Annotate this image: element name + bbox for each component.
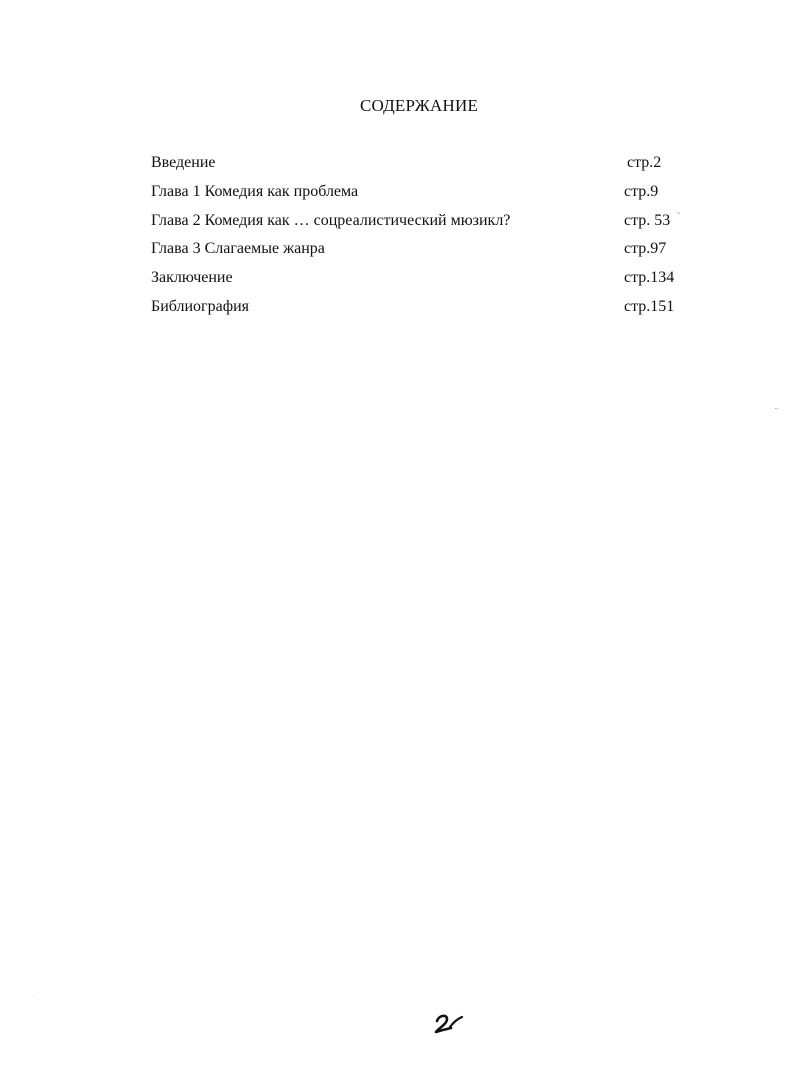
table-of-contents xyxy=(151,152,691,325)
toc-entry-label: Введение xyxy=(151,154,216,171)
toc-entry-label: Глава 2 Комедия как … соцреалистический мюзикл? xyxy=(151,211,511,229)
toc-entry-page: стр. 53 xyxy=(624,211,671,229)
toc-entry-page: стр.97 xyxy=(624,240,667,258)
toc-entry-label: Глава 1 Комедия как проблема xyxy=(151,182,359,200)
toc-entry-page: стр.151 xyxy=(624,297,675,315)
toc-entry-label: Глава 3 Слагаемые жанра xyxy=(151,240,325,258)
scan-speck: ¨ xyxy=(775,406,778,416)
toc-entry-page: стр.9 xyxy=(624,182,659,200)
toc-entry-conclusion xyxy=(151,267,691,296)
scan-speck: · xyxy=(33,993,35,999)
toc-entry-chapter-3 xyxy=(151,238,691,267)
toc-entry-page: стр.134 xyxy=(624,269,675,287)
handwritten-page-number xyxy=(434,1013,464,1035)
toc-entry-label: Библиография xyxy=(151,297,249,315)
page-title: СОДЕРЖАНИЕ xyxy=(359,96,479,115)
scan-speck: ˜ xyxy=(677,211,680,221)
toc-entry-introduction xyxy=(151,152,691,181)
toc-entry-chapter-1 xyxy=(151,181,691,210)
toc-entry-label: Заключение xyxy=(151,269,233,287)
toc-entry-page: стр.2 xyxy=(627,154,662,171)
toc-entry-bibliography xyxy=(151,296,691,325)
toc-entry-chapter-2 xyxy=(151,210,691,239)
